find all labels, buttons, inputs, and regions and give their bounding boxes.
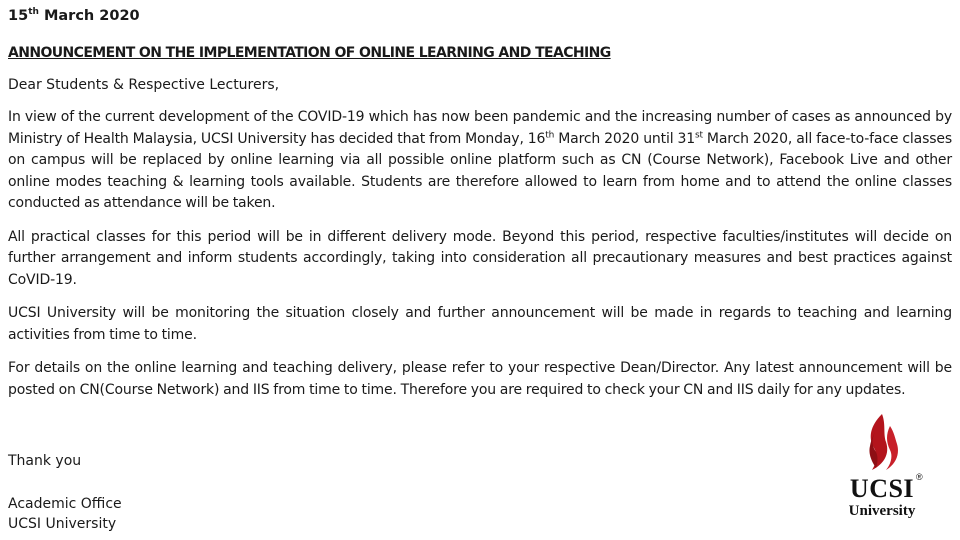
announcement-date: 15th March 2020 — [8, 7, 140, 24]
closing-thank-you: Thank you — [8, 453, 82, 469]
signature-block — [8, 494, 122, 534]
signature-office: Academic Office — [8, 496, 122, 512]
paragraph-monitoring: UCSI University will be monitoring the situation closely and further announcement will be made in regards to teaching and learning activities from time to time. — [8, 305, 952, 343]
announcement-title: ANNOUNCEMENT ON THE IMPLEMENTATION OF ONLINE LEARNING AND TEACHING — [8, 45, 611, 61]
announcement-document — [8, 6, 952, 401]
paragraph-details: For details on the online learning and teaching delivery, please refer to your respective Dean/Director. Any latest announcement will be posted on CN(Course Network) and IIS from time to time. Therefore you are required to check your CN and IIS daily for any updates. — [8, 360, 952, 398]
flame-emblem-icon — [860, 412, 904, 474]
registered-mark: ® — [916, 472, 923, 482]
salutation: Dear Students & Respective Lecturers, — [8, 77, 280, 93]
signature-university: UCSI University — [8, 516, 117, 532]
ucsi-logo — [832, 412, 932, 530]
paragraph-covid-online-learning: In view of the current development of the COVID-19 which has now been pandemic and the increasing number of cases as announced by Ministry of Health Malaysia, UCSI University has decided that from Monday, 16th March 2020 until 31st March 2020, all face-to-face classes on campus will be replaced by online learning via all possible online platform such as CN (Course Network), Facebook Live and other online modes teaching & learning tools available. Students are therefore allowed to learn from home and to attend the online classes conducted as attendance will be taken. — [8, 109, 952, 211]
logo-subtitle: University — [848, 503, 916, 519]
paragraph-practical-classes: All practical classes for this period will be in different delivery mode. Beyond this period, respective faculties/institutes will decide on further arrangement and inform students accordingly, taking into consideration all precautionary measures and best practices against CoVID-19. — [8, 228, 952, 288]
logo-wordmark: UCSI — [849, 474, 915, 503]
